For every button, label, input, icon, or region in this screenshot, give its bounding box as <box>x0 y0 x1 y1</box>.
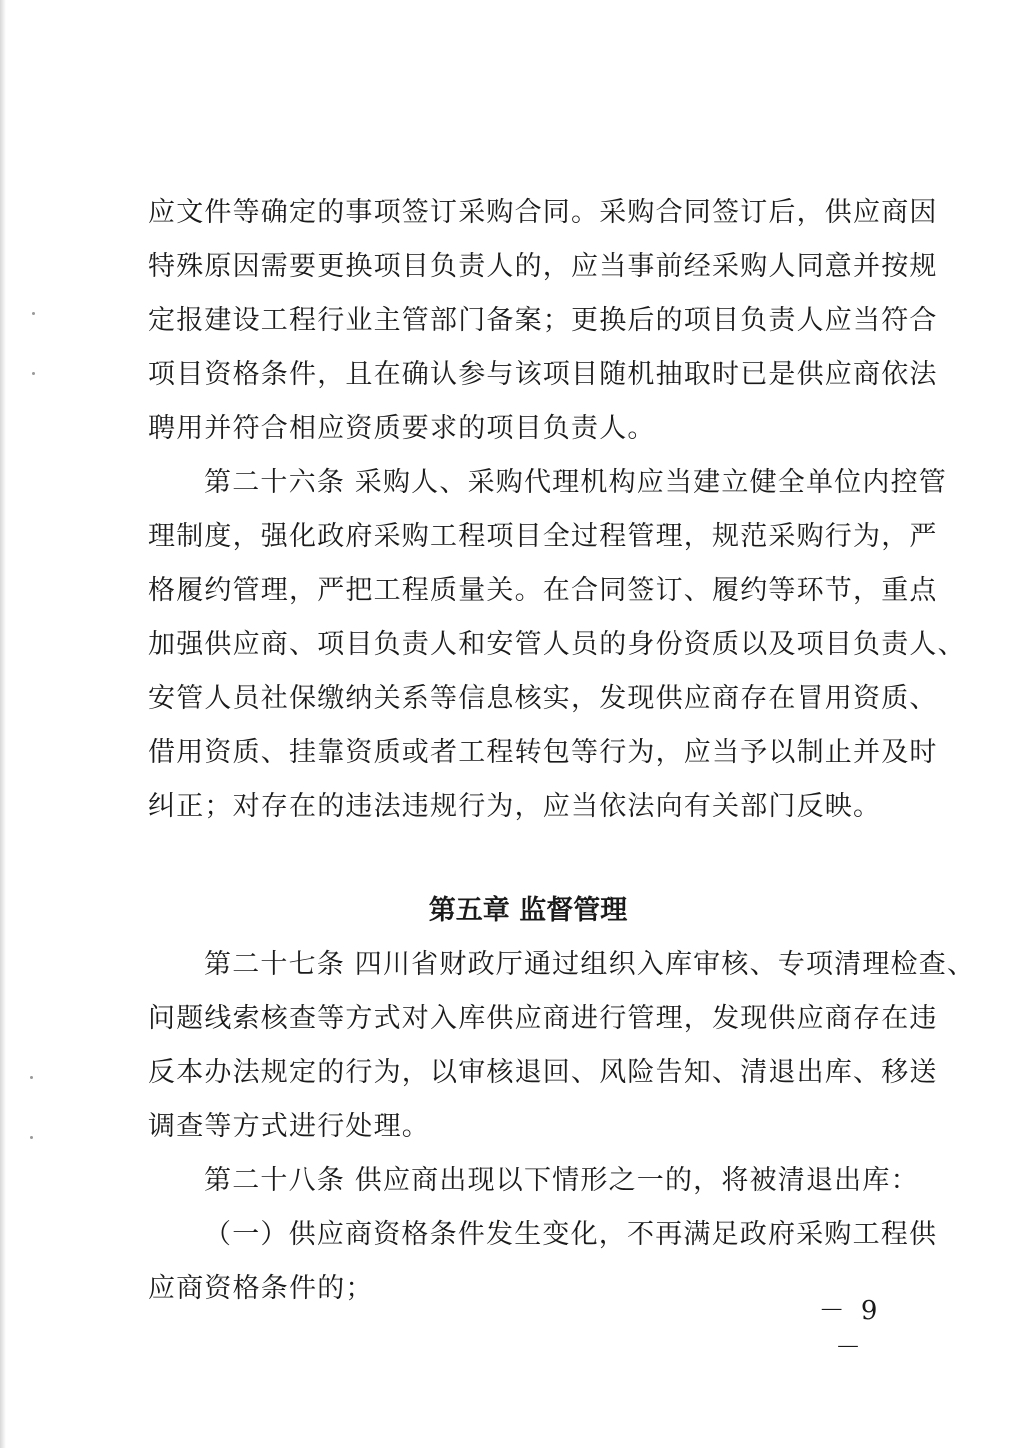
paragraph-contract-continuation <box>148 186 938 456</box>
text-line: 应商资格条件的； <box>148 1273 374 1304</box>
text-line: 应文件等确定的事项签订采购合同。采购合同签订后，供应商因 <box>148 197 938 228</box>
scan-speck <box>32 312 35 315</box>
paragraph-article-28 <box>148 1154 919 1208</box>
paragraph-article-26 <box>148 456 966 834</box>
document-body <box>148 186 976 1316</box>
text-line: 第二十六条 采购人、采购代理机构应当建立健全单位内控管 <box>204 467 947 498</box>
text-line: 借用资质、挂靠资质或者工程转包等行为，应当予以制止并及时 <box>148 737 938 768</box>
text-line: 第二十七条 四川省财政厅通过组织入库审核、专项清理检查、 <box>204 949 976 980</box>
text-line: 格履约管理，严把工程质量关。在合同签订、履约等环节，重点 <box>148 575 938 606</box>
page-number: － 9 － <box>818 1296 882 1363</box>
text-line: 调查等方式进行处理。 <box>148 1111 430 1142</box>
text-line: 纠正；对存在的违法违规行为，应当依法向有关部门反映。 <box>148 791 882 822</box>
text-line: （一）供应商资格条件发生变化，不再满足政府采购工程供 <box>204 1219 938 1250</box>
text-line: 特殊原因需要更换项目负责人的，应当事前经采购人同意并按规 <box>148 251 938 282</box>
text-line: 加强供应商、项目负责人和安管人员的身份资质以及项目负责人、 <box>148 629 966 660</box>
text-line: 理制度，强化政府采购工程项目全过程管理，规范采购行为，严 <box>148 521 938 552</box>
chapter-title: 第五章 监督管理 <box>428 895 628 926</box>
scan-speck <box>30 1136 33 1139</box>
scan-speck <box>30 1076 33 1079</box>
text-line: 项目资格条件，且在确认参与该项目随机抽取时已是供应商依法 <box>148 359 938 390</box>
text-line: 第二十八条 供应商出现以下情形之一的，将被清退出库： <box>204 1165 919 1196</box>
scan-edge-shadow <box>0 0 6 1448</box>
paragraph-article-27 <box>148 938 976 1154</box>
text-line: 安管人员社保缴纳关系等信息核实，发现供应商存在冒用资质、 <box>148 683 938 714</box>
text-line: 反本办法规定的行为，以审核退回、风险告知、清退出库、移送 <box>148 1057 938 1088</box>
paragraph-item-1 <box>148 1208 938 1316</box>
text-line: 定报建设工程行业主管部门备案；更换后的项目负责人应当符合 <box>148 305 938 336</box>
text-line: 问题线索核查等方式对入库供应商进行管理，发现供应商存在违 <box>148 1003 938 1034</box>
scan-speck <box>32 372 35 375</box>
text-line: 聘用并符合相应资质要求的项目负责人。 <box>148 413 656 444</box>
